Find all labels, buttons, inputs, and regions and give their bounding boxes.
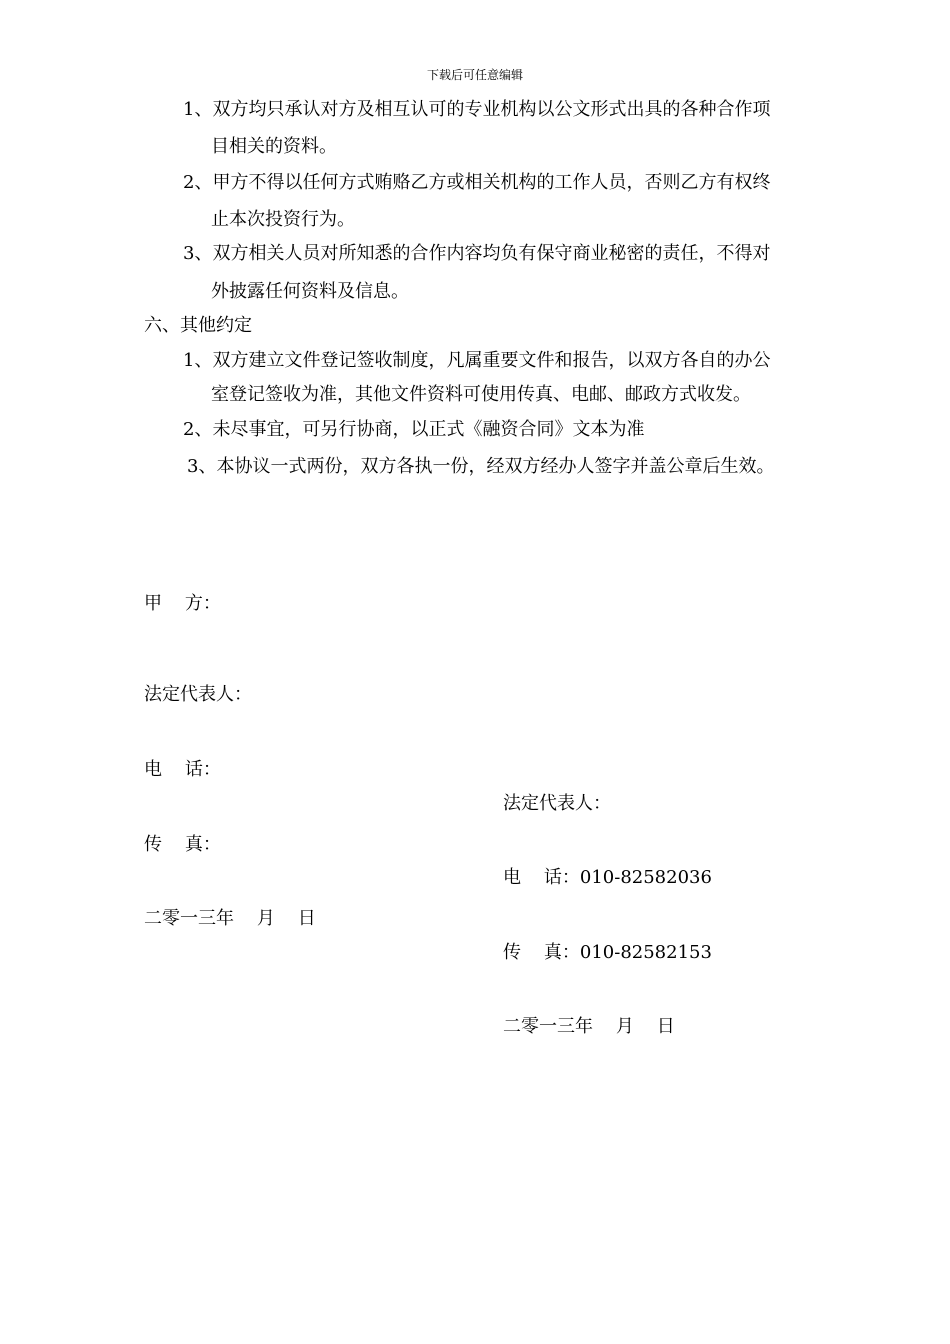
clause-2-line-1: 2、甲方不得以任何方式贿赂乙方或相关机构的工作人员，否则乙方有权终 <box>183 172 771 193</box>
party-a-label: 甲 方： <box>144 593 221 614</box>
header-note: 下载后可任意编辑 <box>426 68 523 82</box>
party-a-fax: 传 真： <box>144 834 221 855</box>
section-six-heading: 六、其他约定 <box>144 315 252 336</box>
other-clause-1-line-2: 室登记签收为准，其他文件资料可使用传真、电邮、邮政方式收发。 <box>211 384 751 405</box>
clause-2-line-2: 止本次投资行为。 <box>211 209 355 230</box>
clause-1-line-2: 目相关的资料。 <box>211 136 337 157</box>
other-clause-2: 2、未尽事宜，可另行协商，以正式《融资合同》文本为准 <box>183 419 645 440</box>
party-b-fax: 传 真：010-82582153 <box>503 942 712 963</box>
party-a-phone: 电 话： <box>144 759 221 780</box>
other-clause-3: 3、本协议一式两份，双方各执一份，经双方经办人签字并盖公章后生效。 <box>187 456 775 477</box>
party-b-rep: 法定代表人： <box>503 793 611 814</box>
party-a-rep: 法定代表人： <box>144 684 252 705</box>
clause-1-line-1: 1、双方均只承认对方及相互认可的专业机构以公文形式出具的各种合作项 <box>183 99 771 120</box>
clause-3-line-1: 3、双方相关人员对所知悉的合作内容均负有保守商业秘密的责任，不得对 <box>183 243 771 264</box>
other-clause-1-line-1: 1、双方建立文件登记签收制度，凡属重要文件和报告，以双方各自的办公 <box>183 350 771 371</box>
party-b-phone: 电 话：010-82582036 <box>503 867 712 888</box>
party-a-date: 二零一三年 月 日 <box>144 908 316 929</box>
party-b-date: 二零一三年 月 日 <box>503 1016 675 1037</box>
clause-3-line-2: 外披露任何资料及信息。 <box>211 281 409 302</box>
